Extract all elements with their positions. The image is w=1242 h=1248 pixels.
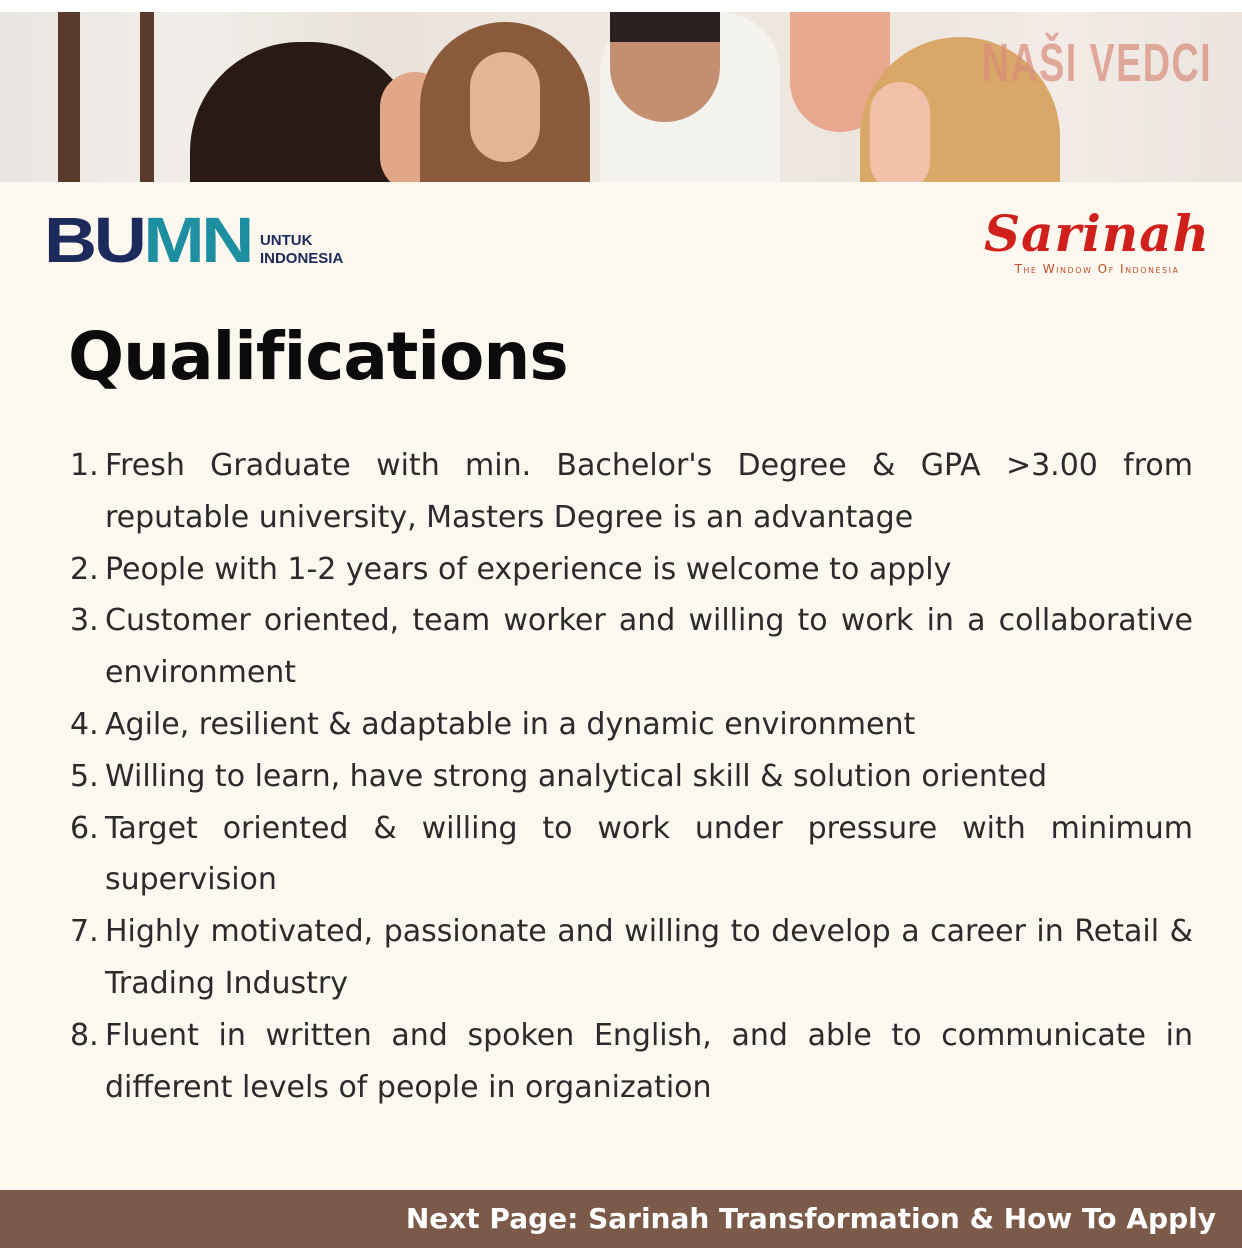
bumn-line1: UNTUK xyxy=(259,232,313,249)
bumn-mark: BUMN xyxy=(44,204,251,276)
top-strip xyxy=(0,0,1242,12)
list-item xyxy=(70,595,1193,699)
item-number: 7. xyxy=(70,914,99,950)
next-page-text: Next Page: Sarinah Transformation & How To Apply xyxy=(405,1202,1216,1235)
item-text: Highly motivated, passionate and willing to develop a career in Retail & Trading Industry xyxy=(105,914,1193,1001)
item-number: 2. xyxy=(70,551,99,587)
item-text: Agile, resilient & adaptable in a dynamic environment xyxy=(105,706,916,742)
sarinah-wordmark: Sarinah xyxy=(984,204,1210,263)
item-number: 4. xyxy=(70,706,99,742)
list-item xyxy=(70,906,1193,1010)
item-number: 5. xyxy=(70,758,99,794)
list-item xyxy=(70,1010,1193,1114)
item-text: Willing to learn, have strong analytical skill & solution oriented xyxy=(105,758,1048,794)
item-number: 3. xyxy=(70,603,99,639)
sarinah-tagline: The Window Of Indonesia xyxy=(1014,262,1180,276)
qualifications-list xyxy=(70,440,1193,1113)
item-number: 1. xyxy=(70,448,99,483)
list-item xyxy=(70,803,1193,907)
item-text: Customer oriented, team worker and willing to work in a collaborative environment xyxy=(105,603,1193,691)
bumn-logo xyxy=(44,204,344,276)
list-item xyxy=(70,699,1193,751)
page-title: Qualifications xyxy=(68,318,568,395)
banner-photo xyxy=(0,12,1242,182)
list-item xyxy=(70,751,1193,803)
list-item xyxy=(70,440,1193,544)
footer-bar xyxy=(0,1190,1242,1248)
list-item xyxy=(70,544,1193,596)
item-number: 8. xyxy=(70,1017,99,1053)
item-text: Fresh Graduate with min. Bachelor's Degree & GPA >3.00 from reputable university, Masters Degree is an advantage xyxy=(105,448,1193,535)
banner-sign: NAŠI VEDCI xyxy=(981,33,1212,93)
item-text: People with 1-2 years of experience is welcome to apply xyxy=(105,551,952,587)
item-number: 6. xyxy=(70,810,99,846)
sarinah-logo xyxy=(984,206,1210,276)
item-text: Fluent in written and spoken English, and able to communicate in different levels of people in organization xyxy=(105,1017,1193,1105)
bumn-line2: INDONESIA xyxy=(259,250,344,267)
item-text: Target oriented & willing to work under pressure with minimum supervision xyxy=(105,810,1193,898)
